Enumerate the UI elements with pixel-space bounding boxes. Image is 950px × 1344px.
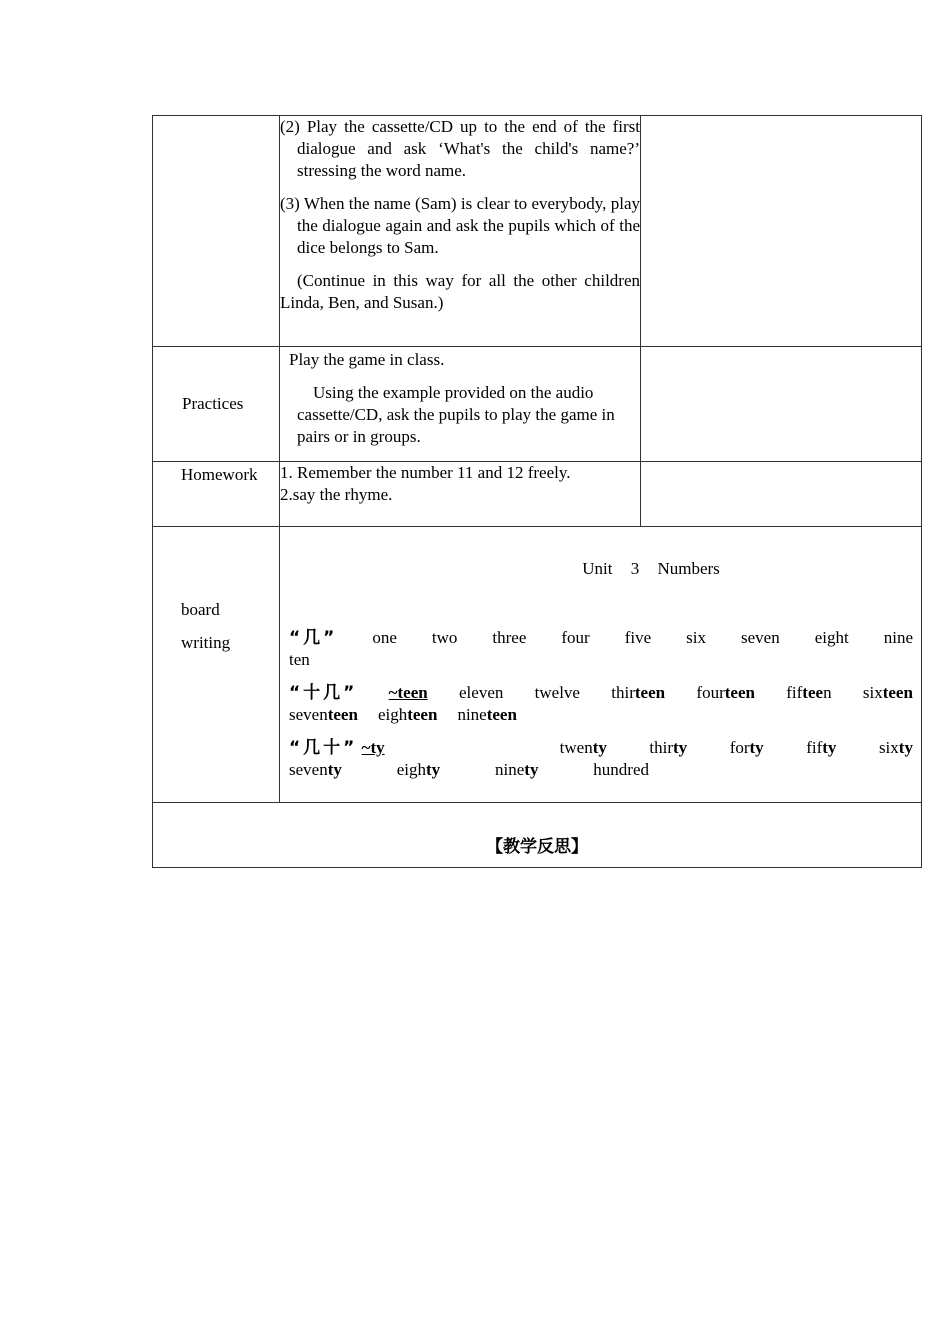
board-row-2-tag: “十几” bbox=[289, 683, 358, 703]
board-word: five bbox=[624, 628, 652, 647]
board-writing-row bbox=[153, 527, 922, 803]
board-word-suffix: teen bbox=[407, 705, 438, 724]
practices-line-1: Play the game in class. bbox=[289, 350, 445, 369]
procedure-notes-cell bbox=[641, 116, 922, 347]
board-word bbox=[495, 759, 538, 781]
practices-line-2: Using the example provided on the audio cassette/CD, ask the pupils to play the game in pairs or in groups. bbox=[297, 383, 615, 446]
practices-notes-cell bbox=[641, 347, 922, 462]
procedure-row bbox=[153, 116, 922, 347]
board-word-stem: eigh bbox=[377, 705, 408, 724]
board-word bbox=[560, 737, 607, 759]
procedure-step-3: (3) When the name (Sam) is clear to everybody, play the dialogue again and ask the pupils which of the dice belongs to Sam. bbox=[280, 194, 640, 257]
homework-notes-cell bbox=[641, 462, 922, 527]
board-word-stem: nine bbox=[495, 760, 525, 779]
board-row-2-wrap bbox=[289, 704, 913, 726]
board-word-suffix: ty bbox=[749, 738, 764, 757]
board-word bbox=[696, 682, 755, 704]
board-label-line-2: writing bbox=[181, 633, 231, 652]
board-word: eight bbox=[814, 628, 849, 647]
board-word-stem: for bbox=[729, 738, 750, 757]
board-word-stem: four bbox=[696, 683, 725, 702]
board-writing-content bbox=[280, 527, 922, 803]
reflection-label: 【教学反思】 bbox=[486, 837, 588, 857]
board-word bbox=[863, 682, 913, 704]
board-word-suffix: tee bbox=[802, 683, 824, 702]
board-word: two bbox=[431, 628, 458, 647]
board-row-3-tag: “几十” bbox=[289, 738, 358, 758]
board-row-2-suffix: ~teen bbox=[388, 683, 428, 702]
board-word bbox=[535, 682, 580, 704]
board-label-line-1: board bbox=[181, 600, 220, 619]
board-word: nine bbox=[883, 628, 913, 647]
board-word-stem: thir bbox=[611, 683, 635, 702]
board-word-suffix: teen bbox=[634, 683, 666, 702]
board-word-stem: six bbox=[878, 738, 899, 757]
board-word-suffix: ty bbox=[673, 738, 688, 757]
homework-item-1: 1. Remember the number 11 and 12 freely. bbox=[280, 463, 571, 482]
procedure-step-2: (2) Play the cassette/CD up to the end of the first dialogue and ask ‘What's the child's name?’ stressing the word name. bbox=[280, 117, 640, 180]
board-word-stem: seven bbox=[289, 760, 328, 779]
board-word-stem: seven bbox=[289, 705, 328, 724]
board-word-suffix: teen bbox=[486, 705, 517, 724]
board-word bbox=[397, 759, 440, 781]
board-row-3-suffix: ~ty bbox=[361, 738, 385, 757]
board-row-2 bbox=[289, 682, 913, 726]
lesson-plan-table bbox=[152, 115, 922, 868]
board-word-stem: fif bbox=[786, 683, 803, 702]
board-word bbox=[457, 704, 517, 726]
board-word bbox=[611, 682, 665, 704]
practices-label: Practices bbox=[153, 347, 280, 462]
board-word-suffix: ty bbox=[426, 760, 441, 779]
board-word-stem: twelve bbox=[534, 683, 580, 702]
board-word-suffix: ty bbox=[592, 738, 607, 757]
board-word bbox=[459, 682, 503, 704]
practices-content-cell bbox=[280, 347, 641, 462]
board-word-stem: fif bbox=[806, 738, 823, 757]
board-word bbox=[879, 737, 913, 759]
board-word-end: n bbox=[823, 683, 832, 702]
board-word-stem: six bbox=[862, 683, 883, 702]
procedure-content-cell bbox=[280, 116, 641, 347]
homework-label: Homework bbox=[153, 462, 280, 527]
board-word-stem: hundred bbox=[593, 760, 649, 779]
board-word: one bbox=[372, 628, 397, 647]
practices-row bbox=[153, 347, 922, 462]
board-word-suffix: teen bbox=[882, 683, 913, 702]
reflection-cell bbox=[153, 803, 922, 868]
board-word bbox=[730, 737, 764, 759]
board-word bbox=[593, 759, 649, 781]
board-word bbox=[786, 682, 831, 704]
board-row-3 bbox=[289, 737, 913, 781]
board-row-2-words bbox=[289, 682, 913, 704]
board-row-1-tag: “几” bbox=[289, 628, 338, 648]
reflection-row bbox=[153, 803, 922, 868]
board-word-suffix: ty bbox=[524, 760, 539, 779]
board-row-1 bbox=[289, 627, 913, 671]
board-word: four bbox=[561, 628, 590, 647]
board-word-stem: twen bbox=[559, 738, 593, 757]
board-word-stem: nine bbox=[457, 705, 487, 724]
board-word-suffix: ty bbox=[327, 760, 342, 779]
board-word-suffix: ty bbox=[898, 738, 913, 757]
board-word bbox=[378, 704, 438, 726]
procedure-continue-note: (Continue in this way for all the other children Linda, Ben, and Susan.) bbox=[280, 271, 640, 312]
board-word: six bbox=[686, 628, 706, 647]
board-word: three bbox=[492, 628, 527, 647]
board-row-3-wrap bbox=[289, 759, 649, 781]
board-row-3-tag-group bbox=[289, 737, 385, 759]
board-writing-label-cell bbox=[153, 527, 280, 803]
board-unit-title: Unit 3 Numbers bbox=[582, 559, 720, 578]
homework-item-2: 2.say the rhyme. bbox=[280, 485, 393, 504]
board-word-suffix: ty bbox=[822, 738, 837, 757]
homework-row bbox=[153, 462, 922, 527]
lesson-plan-page bbox=[152, 115, 921, 868]
procedure-label-cell bbox=[153, 116, 280, 347]
board-word bbox=[649, 737, 687, 759]
board-word bbox=[289, 704, 358, 726]
board-word bbox=[289, 759, 342, 781]
board-word-stem: eleven bbox=[459, 683, 504, 702]
board-word-suffix: teen bbox=[724, 683, 755, 702]
board-word: seven bbox=[741, 628, 780, 647]
board-word bbox=[806, 737, 836, 759]
board-row-3-spacer bbox=[427, 737, 517, 759]
board-row-1-wrap: ten bbox=[289, 650, 310, 669]
board-row-1-words bbox=[289, 627, 913, 649]
board-word-stem: eigh bbox=[396, 760, 426, 779]
board-row-3-words bbox=[289, 737, 913, 759]
board-word-suffix: teen bbox=[327, 705, 358, 724]
board-word-stem: thir bbox=[649, 738, 673, 757]
homework-content-cell bbox=[280, 462, 641, 527]
